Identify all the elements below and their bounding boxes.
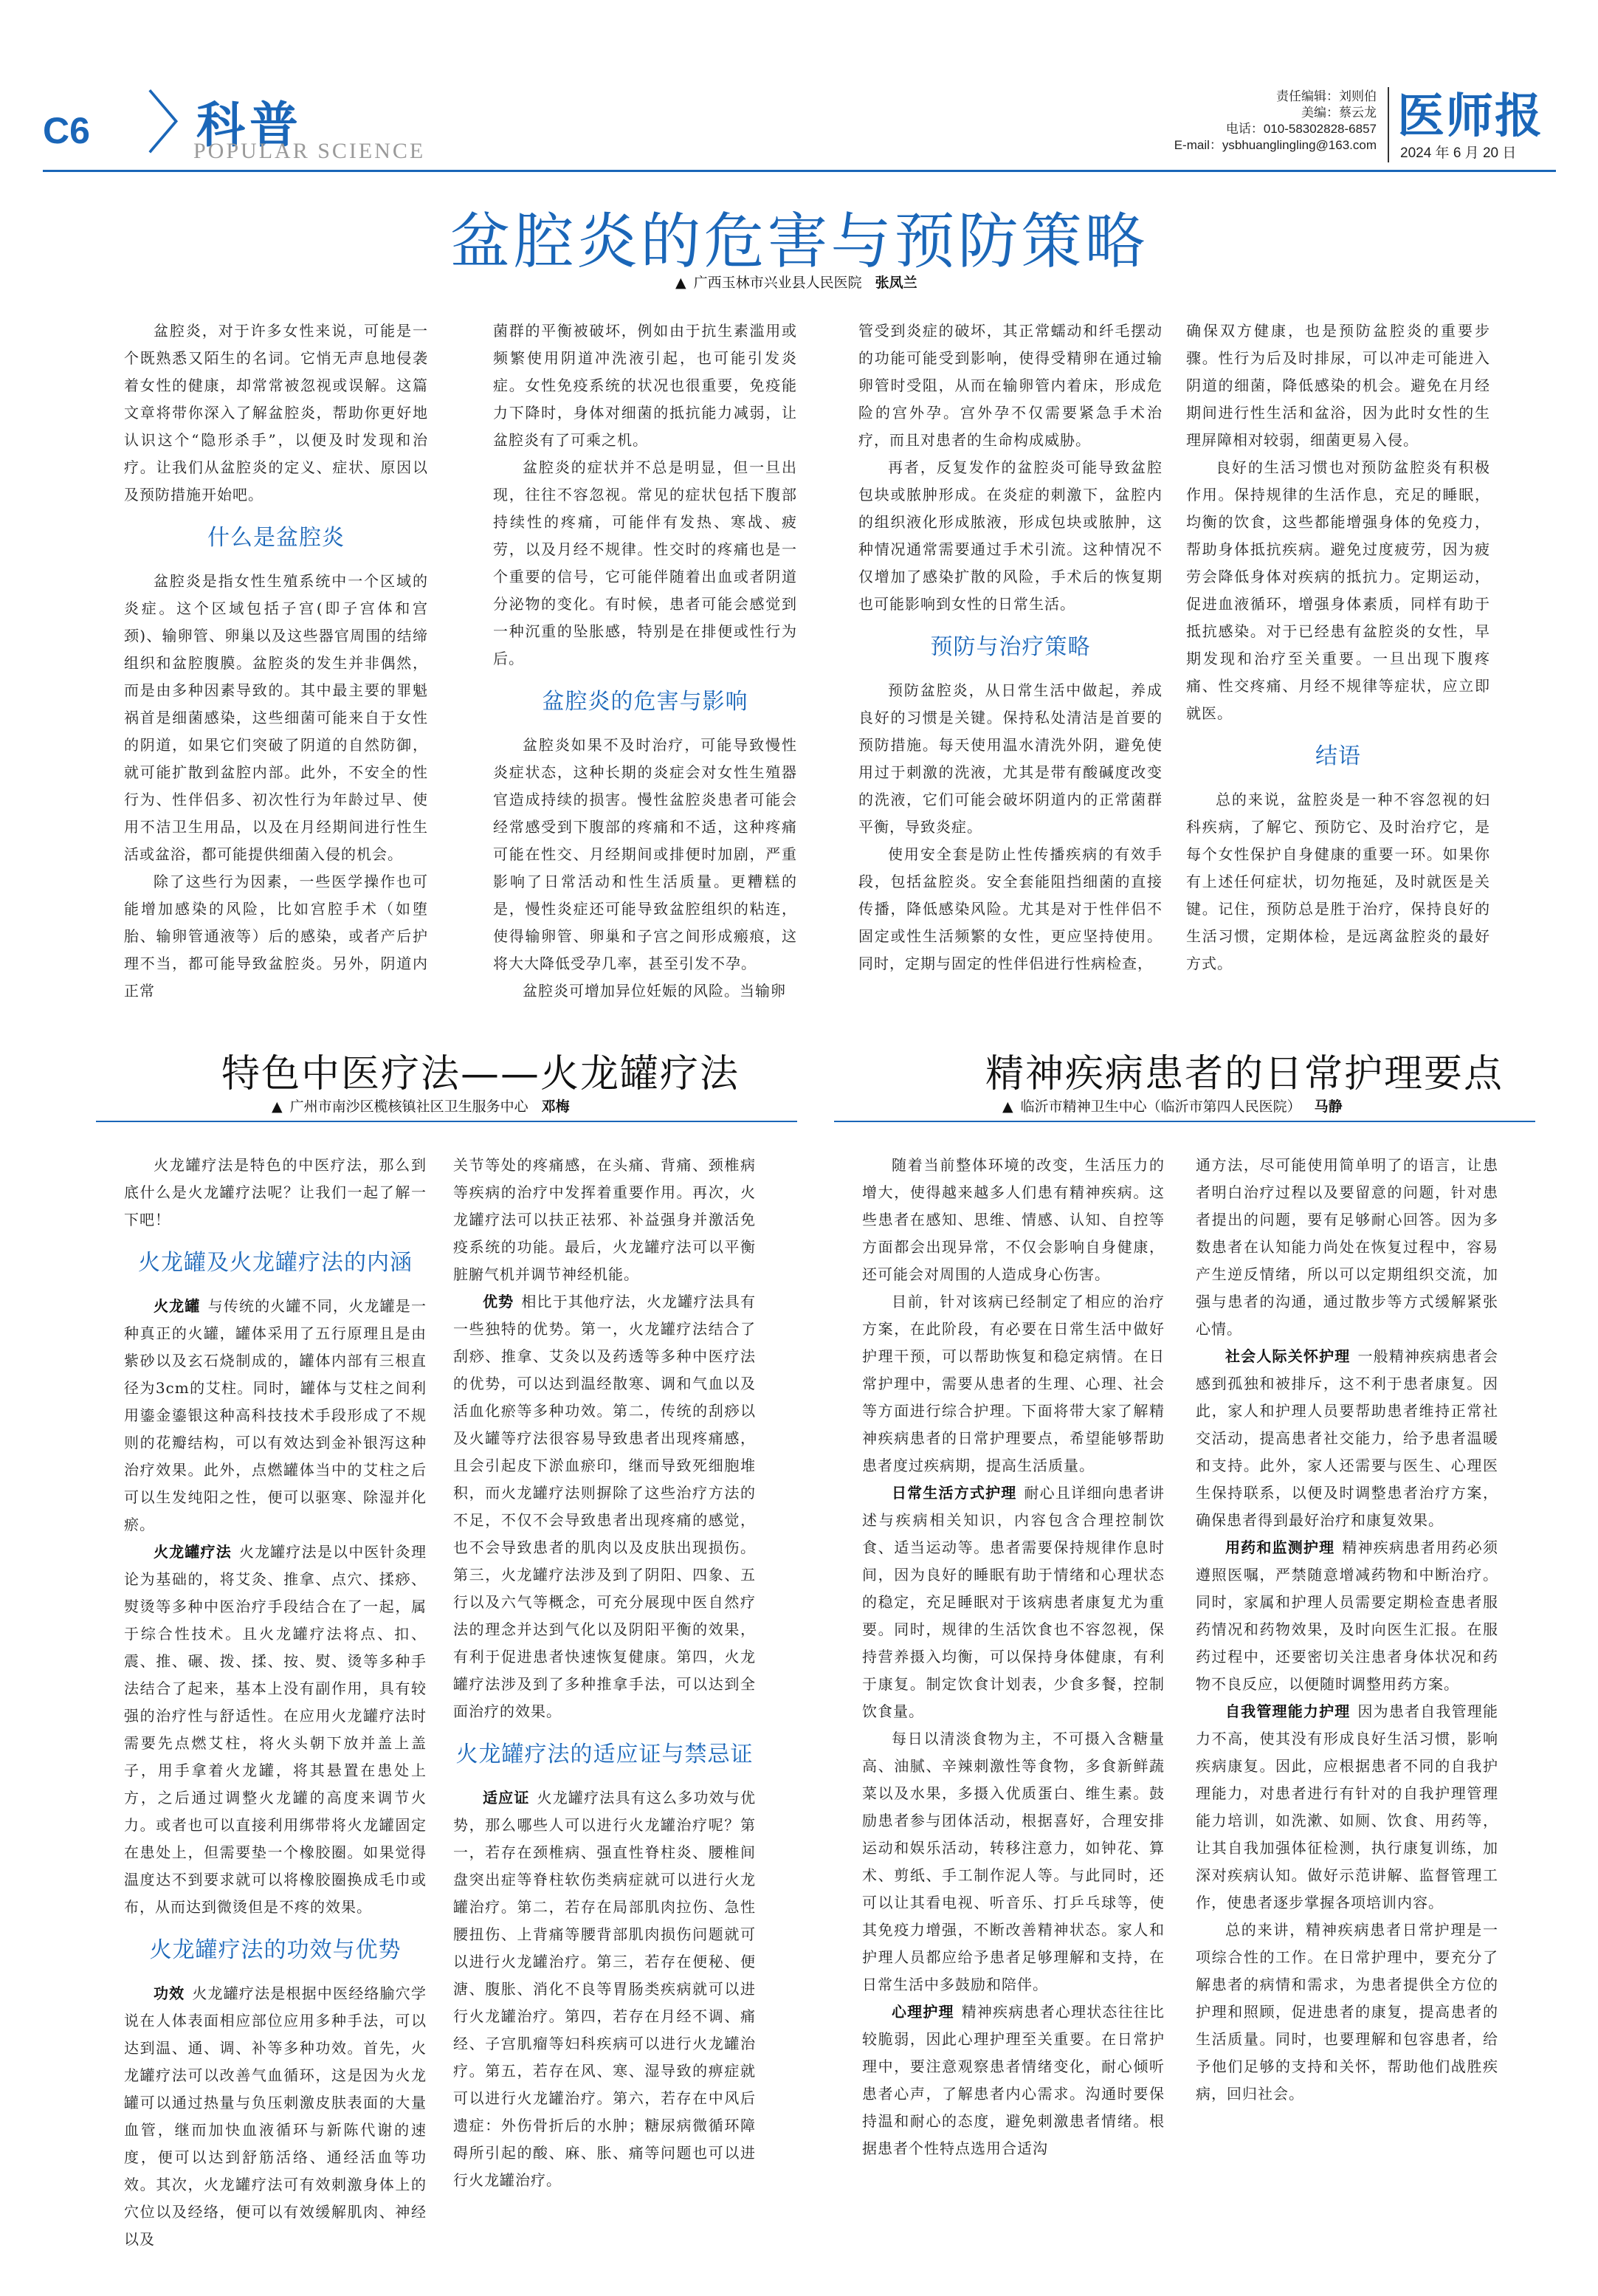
paragraph-text: 盆腔炎可增加异位妊娠的风险。当输卵: [523, 982, 786, 1000]
paragraph-text: 总的来讲，精神疾病患者日常护理是一项综合性的工作。在日常护理中，要充分了解患者的病情和需求，为患者提供全方位的护理和照顾，促进患者的康复，提高患者的生活质量。同时，也要理解和包容患者，给予他们足够的支持和关怀，帮助他们战胜疾病，回归社会。: [1196, 1921, 1498, 2103]
paragraph-text: 因为患者自我管理能力不高，使其没有形成良好生活习惯，影响疾病康复。因此，应根据患者不同的自我护理能力，对患者进行有针对的自我护理管理能力培训，如洗漱、如厕、饮食、用药等，让其自我加强体征检测，执行康复训练，加深对疾病认知。做好示范讲解、监督管理工作，使患者逐步掌握各项培训内容。: [1196, 1702, 1498, 1911]
section-heading: 结语: [1315, 743, 1361, 769]
paragraph: [1186, 317, 1490, 454]
byline-author: 邓梅: [541, 1099, 570, 1115]
byline: [1002, 1096, 1343, 1116]
paragraph: [862, 1479, 1165, 1725]
paragraph-text: 关节等处的疼痛感，在头痛、背痛、颈椎病等疾病的治疗中发挥着重要作用。再次，火龙罐疗法可以扶正祛邪、补益强身并激活免疫系统的功能。最后，火龙罐疗法可以平衡脏腑气机并调节神经机能。: [453, 1156, 756, 1283]
paragraph-lead: 自我管理能力护理: [1225, 1702, 1351, 1720]
section-rule: [96, 1121, 797, 1122]
paragraph-text: 预防盆腔炎，从日常生活中做起，养成良好的习惯是关键。保持私处清洁是首要的预防措施。每天使用温水清洗外阴，避免使用过于刺激的洗液，尤其是带有酸碱度改变的洗液，它们可能会破坏阴道内的正常菌群平衡，导致炎症。: [858, 681, 1163, 836]
newspaper-name: 医师报: [1397, 89, 1543, 144]
article-title: 盆腔炎的危害与预防策略: [450, 207, 1148, 277]
paragraph: [124, 1539, 427, 1921]
paragraph: [858, 677, 1163, 841]
paragraph-text: 良好的生活习惯也对预防盆腔炎有积极作用。保持规律的生活作息，充足的睡眠，均衡的饮食，这些都能增强身体的免疫力，帮助身体抵抗疾病。避免过度疲劳，因为疲劳会降低身体对疾病的抵抗力。定期运动，促进血液循环，增强身体素质，同样有助于抵抗感染。对于已经患有盆腔炎的女性，早期发现和治疗至关重要。一旦出现下腹疼痛、性交疼痛、月经不规律等症状，应立即就医。: [1186, 458, 1490, 722]
paragraph: [124, 868, 428, 1005]
paragraph-lead: 功效: [154, 1984, 185, 2002]
article-column: [1196, 1152, 1498, 2108]
paragraph: [493, 977, 797, 1005]
triangle-icon: ▲: [675, 275, 686, 291]
article-column: [124, 317, 428, 1005]
paragraph-text: 相比于其他疗法，火龙罐疗法具有一些独特的优势。第一，火龙罐疗法结合了刮痧、推拿、艾灸以及药透等多种中医疗法的优势，可以达到温经散寒、调和气血以及活血化瘀等多种功效。第二，传统的刮痧以及火罐等疗法很容易导致患者出现疼痛感，且会引起皮下淤血瘀印，继而导致死细胞堆积，而火龙罐疗法则摒除了这些治疗方法的不足，不仅不会导致患者出现疼痛的感觉，也不会导致患者的肌肉以及皮肤出现损伤。第三，火龙罐疗法涉及到了阴阳、四象、五行以及六气等概念，可充分展现中医自然疗法的理念并达到气化以及阴阳平衡的效果，有利于促进患者快速恢复健康。第四，火龙罐疗法涉及到了多种推拿手法，可以达到全面治疗的效果。: [453, 1293, 756, 1720]
paragraph: [1196, 1152, 1498, 1343]
paragraph: [862, 1725, 1165, 1998]
paragraph-text: 火龙罐疗法是以中医针灸理论为基础的，将艾灸、推拿、点穴、揉痧、熨烫等多种中医治疗手段结合在了一起，属于综合性技术。且火龙罐疗法将点、扣、震、推、碾、拨、揉、按、熨、烫等多种手法结合了起来，基本上没有副作用，具有较强的治疗性与舒适性。在应用火龙罐疗法时需要先点燃艾柱，将火头朝下放并盖上盖子，用手拿着火龙罐，将其悬置在患处上方，之后通过调整火龙罐的高度来调节火力。或者也可以直接利用绑带将火龙罐固定在患处上，但需要垫一个橡胶圈。如果觉得温度达不到要求就可以将橡胶圈换成毛巾或布，从而达到微烫但是不疼的效果。: [124, 1543, 427, 1916]
paragraph-lead: 心理护理: [892, 2003, 954, 2021]
paragraph: [1186, 454, 1490, 727]
paragraph-lead: 社会人际关怀护理: [1225, 1347, 1351, 1365]
paragraph: [453, 1152, 756, 1288]
paragraph-text: 盆腔炎是指女性生殖系统中一个区域的炎症。这个区域包括子宫(即子宫体和宫颈)、输卵管、卵巢以及这些器官周围的结缔组织和盆腔腹膜。盆腔炎的发生并非偶然，而是由多种因素导致的。其中最主要的罪魁祸首是细菌感染，这些细菌可能来自于女性的阴道，如果它们突破了阴道的自然防御，就可能扩散到盆腔内部。此外，不安全的性行为、性伴侣多、初次性行为年龄过早、使用不洁卫生用品，以及在月经期间进行性生活或盆浴，都可能提供细菌入侵的机会。: [124, 572, 428, 863]
paragraph-lead: 优势: [483, 1293, 514, 1310]
paragraph: [124, 317, 428, 509]
paragraph: [124, 1980, 427, 2253]
article-column: [453, 1152, 756, 2194]
section-rule: [834, 1121, 1535, 1122]
paragraph: [1186, 786, 1490, 977]
paragraph: [858, 317, 1163, 454]
paragraph: [453, 1784, 756, 2194]
phone-line: 电话：010-58302828-6857: [1225, 122, 1377, 136]
section-heading: 火龙罐疗法的功效与优势: [149, 1937, 402, 1963]
email-line: E-mail：ysbhuanglingling@163.com: [1174, 138, 1377, 152]
paragraph-lead: 用药和监测护理: [1225, 1539, 1335, 1556]
paragraph: [858, 454, 1163, 618]
chevron-right-icon: 〉: [146, 84, 215, 163]
article-title: 精神疾病患者的日常护理要点: [985, 1052, 1504, 1096]
paragraph-text: 使用安全套是防止性传播疾病的有效手段，包括盆腔炎。安全套能阻挡细菌的直接传播，降低感染风险。尤其是对于性伴侣不固定或性生活频繁的女性，更应坚持使用。同时，定期与固定的性伴侣进行性病检查，: [858, 845, 1163, 972]
editor-line: 责任编辑：刘则伯: [1276, 89, 1377, 103]
designer-line: 美编：蔡云龙: [1301, 106, 1377, 120]
article-column: [1186, 317, 1490, 977]
article-title: 特色中医疗法——火龙罐疗法: [221, 1052, 740, 1096]
paragraph-text: 总的来说，盆腔炎是一种不容忽视的妇科疾病，了解它、预防它、及时治疗它，是每个女性保护自身健康的重要一环。如果你有上述任何症状，切勿拖延，及时就医是关键。记住，预防总是胜于治疗，保持良好的生活习惯，定期体检，是远离盆腔炎的最好方式。: [1186, 791, 1490, 972]
paragraph-text: 火龙罐疗法具有这么多功效与优势，那么哪些人可以进行火龙罐治疗呢？第一，若存在颈椎病、强直性脊柱炎、腰椎间盘突出症等脊柱软伤类病症就可以进行火龙罐治疗。第二，若存在局部肌肉拉伤、急性腰扭伤、上背痛等腰背部肌肉损伤问题就可以进行火龙罐治疗。第三，若存在便秘、便溏、腹胀、消化不良等胃肠类疾病就可以进行火龙罐治疗。第四，若存在月经不调、痛经、子宫肌瘤等妇科疾病可以进行火龙罐治疗。第五，若存在风、寒、湿导致的痹症就可以进行火龙罐治疗。第六，若存在中风后遗症：外伤骨折后的水肿；糖尿病微循环障碍所引起的酸、麻、胀、痛等问题也可以进行火龙罐治疗。: [453, 1789, 756, 2189]
paragraph-text: 每日以清淡食物为主，不可摄入含糖量高、油腻、辛辣刺激性等食物，多食新鲜蔬菜以及水果，多摄入优质蛋白、维生素。鼓励患者参与团体活动，根据喜好，合理安排运动和娱乐活动，转移注意力，如钟花、算术、剪纸、手工制作泥人等。与此同时，还可以让其看电视、听音乐、打乒乓球等，使其免疫力增强，不断改善精神状态。家人和护理人员都应给予患者足够理解和支持，在日常生活中多鼓励和陪伴。: [862, 1730, 1165, 1993]
paragraph: [862, 1288, 1165, 1479]
header-divider: [1388, 87, 1389, 162]
paragraph: [493, 454, 797, 673]
triangle-icon: ▲: [1002, 1099, 1013, 1115]
article-column: [124, 1152, 427, 2253]
paragraph-text: 随着当前整体环境的改变，生活压力的增大，使得越来越多人们患有精神疾病。这些患者在感知、思维、情感、认知、自控等方面都会出现异常，不仅会影响自身健康，还可能会对周围的人造成身心伤害。: [862, 1156, 1165, 1283]
paragraph-text: 火龙罐疗法是特色的中医疗法，那么到底什么是火龙罐疗法呢？让我们一起了解一下吧！: [124, 1156, 427, 1228]
paragraph-lead: 日常生活方式护理: [892, 1484, 1017, 1502]
paragraph-lead: 火龙罐: [154, 1297, 201, 1315]
section-heading: 火龙罐疗法的适应证与禁忌证: [455, 1742, 754, 1767]
paragraph: [453, 1288, 756, 1725]
section-heading: 盆腔炎的危害与影响: [542, 689, 748, 715]
paragraph-text: 通方法，尽可能使用简单明了的语言，让患者明白治疗过程以及要留意的问题，针对患者提出的问题，要有足够耐心回答。因为多数患者在认知能力尚处在恢复过程中，容易产生逆反情绪，所以可以定期组织交流，加强与患者的沟通，通过散步等方式缓解紧张心情。: [1196, 1156, 1498, 1338]
paragraph-lead: 火龙罐疗法: [154, 1543, 232, 1561]
paragraph-text: 除了这些行为因素，一些医学操作也可能增加感染的风险，比如宫腔手术（如堕胎、输卵管通液等）后的感染，或者产后护理不当，都可能导致盆腔炎。另外，阴道内正常: [124, 873, 428, 1000]
paragraph-text: 与传统的火罐不同，火龙罐是一种真正的火罐，罐体采用了五行原理且是由紫砂以及玄石烧制成的，罐体内部有三根直径为3cm的艾柱。同时，罐体与艾柱之间利用鎏金鎏银这种高科技技术手段形成了不规则的花瓣结构，可以有效达到金补银泻这种治疗效果。此外，点燃罐体当中的艾柱之后可以生发纯阳之性，便可以驱寒、除湿并化瘀。: [124, 1297, 427, 1533]
paragraph-lead: 适应证: [483, 1789, 530, 1807]
paragraph: [862, 1152, 1165, 1288]
article-column: [862, 1152, 1165, 2162]
paragraph: [124, 1293, 427, 1539]
paragraph-text: 管受到炎症的破坏，其正常蠕动和纤毛摆动的功能可能受到影响，使得受精卵在通过输卵管时受阻，从而在输卵管内着床，形成危险的宫外孕。宫外孕不仅需要紧急手术治疗，而且对患者的生命构成威胁。: [858, 322, 1163, 449]
issue-date: 2024 年 6 月 20 日: [1400, 145, 1517, 161]
paragraph-text: 一般精神疾病患者会感到孤独和被排斥，这不利于患者康复。因此，家人和护理人员要帮助患者维持正常社交活动，提高患者社交能力，给予患者温暖和支持。此外，家人还需要与医生、心理医生保持联系，以便及时调整患者治疗方案，确保患者得到最好治疗和康复效果。: [1196, 1347, 1498, 1529]
paragraph-text: 精神疾病患者心理状态往往比较脆弱，因此心理护理至关重要。在日常护理中，要注意观察患者情绪变化，耐心倾听患者心声，了解患者内心需求。沟通时要保持温和耐心的态度，避免刺激患者情绪。根据患者个性特点选用合适沟: [862, 2003, 1165, 2157]
section-heading: 火龙罐及火龙罐疗法的内涵: [138, 1250, 413, 1276]
section-heading: 什么是盆腔炎: [207, 525, 345, 551]
paragraph-text: 精神疾病患者用药必须遵照医嘱，严禁随意增减药物和中断治疗。同时，家属和护理人员需要定期检查患者服药情况和药物效果，及时向医生汇报。在服药过程中，还要密切关注患者身体状况和药物不良反应，以便随时调整用药方案。: [1196, 1539, 1498, 1693]
section-title: 科普: [196, 97, 303, 154]
byline-author: 马静: [1314, 1099, 1343, 1115]
paragraph: [493, 732, 797, 977]
paragraph: [124, 568, 428, 868]
paragraph-text: 火龙罐疗法是根据中医经络腧穴学说在人体表面相应部位应用多种手法，可以达到温、通、调、补等多种功效。首先，火龙罐疗法可以改善气血循环，这是因为火龙罐可以通过热量与负压刺激皮肤表面的大量血管，继而加快血液循环与新陈代谢的速度，便可以达到舒筋活络、通经活血等功效。其次，火龙罐疗法可有效刺激身体上的穴位以及经络，便可以有效缓解肌肉、神经以及: [124, 1984, 427, 2248]
paragraph-text: 耐心且详细向患者讲述与疾病相关知识，内容包含合理控制饮食、适当运动等。患者需要保持规律作息时间，因为良好的睡眠有助于情绪和心理状态的稳定，充足睡眠对于该病患者康复尤为重要。同时，规律的生活饮食也不容忽视，保持营养摄入均衡，可以保持身体健康，有利于康复。制定饮食计划表，少食多餐，控制饮食量。: [862, 1484, 1165, 1720]
paragraph: [1196, 1534, 1498, 1698]
page-number: C6: [43, 110, 90, 151]
editor-info: [1089, 89, 1377, 154]
byline: [272, 1096, 570, 1116]
paragraph: [1196, 1917, 1498, 2108]
byline-org: 临沂市精神卫生中心（临沂市第四人民医院）: [1020, 1099, 1301, 1115]
paragraph-text: 盆腔炎的症状并不总是明显，但一旦出现，往往不容忽视。常见的症状包括下腹部持续性的疼痛，可能伴有发热、寒战、疲劳，以及月经不规律。性交时的疼痛也是一个重要的信号，它可能伴随着出血或者阴道分泌物的变化。有时候，患者可能会感觉到一种沉重的坠胀感，特别是在排便或性行为后。: [493, 458, 797, 667]
article-column: [493, 317, 797, 1005]
paragraph: [124, 1152, 427, 1234]
section-subtitle: POPULAR SCIENCE: [193, 139, 426, 163]
paragraph-text: 菌群的平衡被破坏，例如由于抗生素滥用或频繁使用阴道冲洗液引起，也可能引发炎症。女性免疫系统的状况也很重要，免疫能力下降时，身体对细菌的抵抗能力减弱，让盆腔炎有了可乘之机。: [493, 322, 797, 449]
paragraph: [858, 841, 1163, 977]
paragraph-text: 再者，反复发作的盆腔炎可能导致盆腔包块或脓肿形成。在炎症的刺激下，盆腔内的组织液化形成脓液，形成包块或脓肿，这种情况通常需要通过手术引流。这种情况不仅增加了感染扩散的风险，手术后的恢复期也可能影响到女性的日常生活。: [858, 458, 1163, 613]
section-heading: 预防与治疗策略: [930, 634, 1091, 660]
paragraph-text: 盆腔炎如果不及时治疗，可能导致慢性炎症状态，这种长期的炎症会对女性生殖器官造成持续的损害。慢性盆腔炎患者可能会经常感受到下腹部的疼痛和不适，这种疼痛可能在性交、月经期间或排便时加剧，严重影响了日常活动和性生活质量。更糟糕的是，慢性炎症还可能导致盆腔组织的粘连，使得输卵管、卵巢和子宫之间形成瘢痕，这将大大降低受孕几率，甚至引发不孕。: [493, 736, 797, 972]
byline-org: 广西玉林市兴业县人民医院: [693, 275, 862, 291]
paragraph: [862, 1998, 1165, 2162]
byline: [675, 272, 917, 292]
paragraph: [1196, 1698, 1498, 1917]
paragraph-text: 确保双方健康，也是预防盆腔炎的重要步骤。性行为后及时排尿，可以冲走可能进入阴道的细菌，降低感染的机会。避免在月经期间进行性生活和盆浴，因为此时女性的生理屏障相对较弱，细菌更易入侵。: [1186, 322, 1490, 449]
header-rule: [43, 170, 1556, 172]
paragraph-text: 盆腔炎，对于许多女性来说，可能是一个既熟悉又陌生的名词。它悄无声息地侵袭着女性的健康，却常常被忽视或误解。这篇文章将带你深入了解盆腔炎，帮助你更好地认识这个“隐形杀手”，以便及时发现和治疗。让我们从盆腔炎的定义、症状、原因以及预防措施开始吧。: [124, 322, 428, 503]
paragraph: [493, 317, 797, 454]
paragraph-text: 目前，针对该病已经制定了相应的治疗方案，在此阶段，有必要在日常生活中做好护理干预，可以帮助恢复和稳定病情。在日常护理中，需要从患者的生理、心理、社会等方面进行综合护理。下面将带大家了解精神疾病患者的日常护理要点，希望能够帮助患者度过疾病期，提高生活质量。: [862, 1293, 1165, 1474]
paragraph: [1196, 1343, 1498, 1534]
triangle-icon: ▲: [272, 1099, 283, 1115]
byline-org: 广州市南沙区榄核镇社区卫生服务中心: [289, 1099, 528, 1115]
byline-author: 张凤兰: [875, 275, 917, 291]
article-column: [858, 317, 1163, 977]
